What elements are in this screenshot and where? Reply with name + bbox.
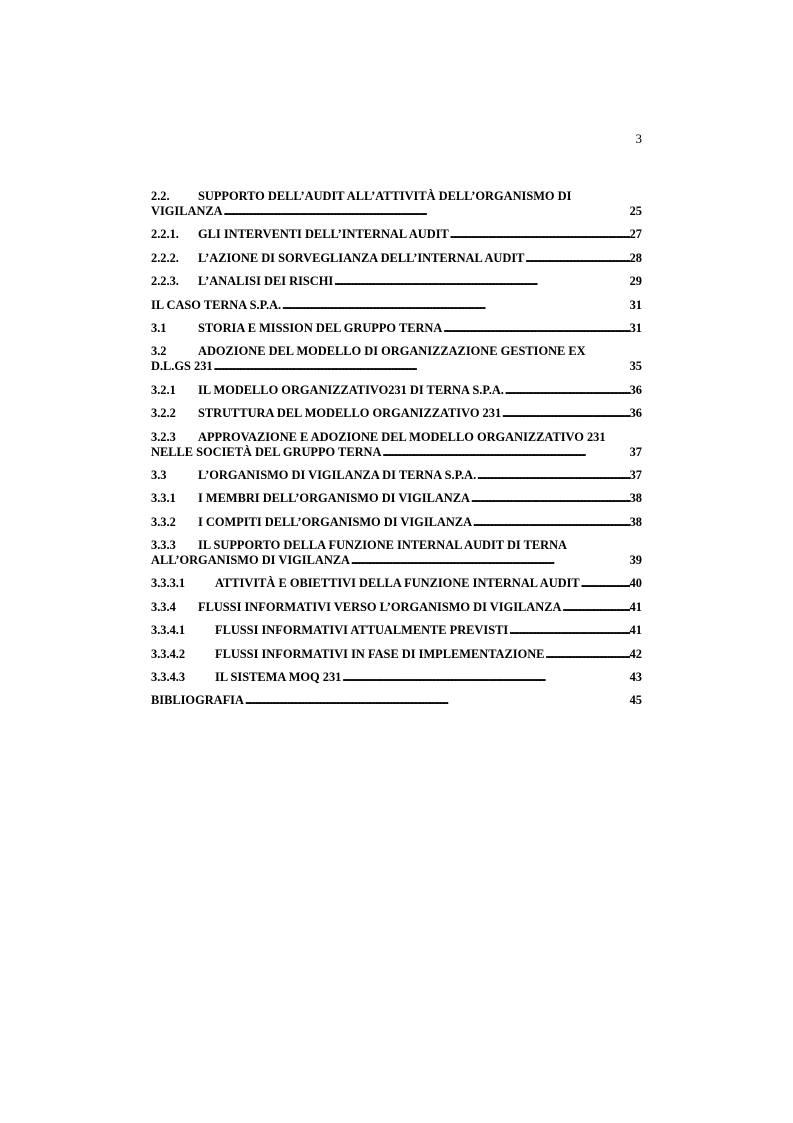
toc-dot-leader [214,359,630,374]
toc-entry-title: L’AZIONE DI SORVEGLIANZA DELL’INTERNAL AUDIT [198,250,525,265]
toc-entry-page: 38 [629,514,642,529]
toc-entry[interactable] [151,515,642,532]
toc-entry-page: 42 [629,646,642,661]
toc-entry-title: ATTIVITÀ E OBIETTIVI DELLA FUNZIONE INTERNAL AUDIT [215,576,580,591]
toc-entry-number: 3.1 [151,320,167,335]
toc-entry-page: 43 [629,670,642,685]
toc-entry-title: STRUTTURA DEL MODELLO ORGANIZZATIVO 231 [198,406,502,421]
toc-entry[interactable] [151,321,642,338]
toc-entry-page: 37 [629,444,642,459]
toc-entry-title: L’ORGANISMO DI VIGILANZA DI TERNA S.P.A. [198,467,477,482]
toc-entry-page: 38 [629,491,642,506]
toc-entry-number: 3.3.3 [151,538,176,553]
toc-entry-title: FLUSSI INFORMATIVI IN FASE DI IMPLEMENTAZIONE [215,646,545,661]
toc-entry-title: IL SUPPORTO DELLA FUNZIONE INTERNAL AUDIT DI TERNA [198,538,567,553]
toc-entry[interactable] [151,491,642,508]
toc-entry-title: SUPPORTO DELL’AUDIT ALL’ATTIVITÀ DELL’ORGANISMO DI [198,189,572,203]
toc-dot-leader [471,491,630,506]
toc-dot-leader [342,670,629,685]
toc-entry[interactable] [151,600,642,617]
toc-entry-number: 3.2.1 [151,382,176,397]
toc-entry[interactable] [151,344,642,376]
toc-entry-page: 41 [629,599,642,614]
toc-entry[interactable] [151,189,642,221]
toc-entry-number: 3.3.4 [151,599,176,614]
toc-dot-leader [545,647,629,662]
toc-dot-leader [473,515,630,530]
toc-dot-leader [224,204,630,219]
toc-dot-leader [505,383,630,398]
toc-entry[interactable] [151,576,642,593]
toc-entry-title: I COMPITI DELL’ORGANISMO DI VIGILANZA [198,514,473,529]
toc-dot-leader [334,274,629,289]
toc-entry-number: 2.2. [151,189,170,203]
toc-entry[interactable] [151,298,642,315]
toc-entry-number: 3.3.4.3 [151,670,186,685]
toc-entry-title: IL CASO TERNA S.P.A. [151,297,282,312]
toc-dot-leader [382,445,629,460]
toc-entry-page: 25 [629,204,642,218]
toc-entry[interactable] [151,647,642,664]
toc-entry[interactable] [151,670,642,687]
toc-entry[interactable] [151,430,642,462]
toc-entry-page: 31 [629,297,642,312]
toc-entry[interactable] [151,383,642,400]
toc-entry[interactable] [151,538,642,570]
toc-entry-title: IL MODELLO ORGANIZZATIVO231 DI TERNA S.P.A. [198,382,504,397]
toc-dot-leader [581,576,630,591]
toc-dot-leader [509,623,629,638]
toc-entry[interactable] [151,468,642,485]
toc-entry-title: I MEMBRI DELL’ORGANISMO DI VIGILANZA [198,491,470,506]
toc-entry-page: 36 [629,406,642,421]
toc-entry-page: 28 [629,250,642,265]
toc-entry-page: 45 [629,693,642,708]
toc-entry-page: 35 [629,359,642,374]
page-number: 3 [635,131,642,146]
toc-dot-leader [450,227,630,242]
toc-entry-title: ADOZIONE DEL MODELLO DI ORGANIZZAZIONE GESTIONE EX [198,344,586,359]
toc-entry-number: 3.2.3 [151,429,176,444]
toc-entry-title: FLUSSI INFORMATIVI VERSO L’ORGANISMO DI VIGILANZA [198,599,562,614]
toc-entry-title: IL SISTEMA MOQ 231 [215,670,342,685]
toc-entry-number: 3.3.1 [151,491,176,506]
toc-entry[interactable] [151,251,642,268]
toc-dot-leader [502,406,629,421]
toc-entry-title: FLUSSI INFORMATIVI ATTUALMENTE PREVISTI [215,623,509,638]
toc-entry-number: 3.3.4.1 [151,623,186,638]
toc-entry-page: 40 [629,576,642,591]
toc-entry-title: ALL’ORGANISMO DI VIGILANZA [151,553,350,568]
toc-entry-title: VIGILANZA [151,204,223,218]
toc-entry[interactable] [151,274,642,291]
toc-entry-page: 27 [629,227,642,242]
toc-entry-page: 37 [629,467,642,482]
toc-entry-title: STORIA E MISSION DEL GRUPPO TERNA [198,320,443,335]
toc-entry-title: APPROVAZIONE E ADOZIONE DEL MODELLO ORGANIZZATIVO 231 [198,429,606,444]
toc-dot-leader [525,251,629,266]
toc-entry[interactable] [151,227,642,244]
toc-entry[interactable] [151,693,642,710]
toc-entry-number: 3.2.2 [151,406,176,421]
toc-dot-leader [443,321,629,336]
toc-dot-leader [562,600,629,615]
toc-entry-page: 39 [629,553,642,568]
toc-entry-page: 29 [629,274,642,289]
toc-entry-page: 31 [629,320,642,335]
toc-entry-number: 3.3.3.1 [151,576,186,591]
table-of-contents [151,189,642,717]
toc-dot-leader [245,693,630,708]
toc-entry-number: 2.2.3. [151,274,179,289]
toc-dot-leader [477,468,629,483]
toc-entry-number: 3.3 [151,467,167,482]
toc-entry-title: D.L.GS 231 [151,359,213,374]
toc-dot-leader [282,298,629,313]
toc-entry-title: NELLE SOCIETÀ DEL GRUPPO TERNA [151,444,382,459]
toc-entry-number: 3.3.2 [151,514,176,529]
toc-entry-number: 2.2.2. [151,250,179,265]
toc-entry-title: GLI INTERVENTI DELL’INTERNAL AUDIT [198,227,449,242]
toc-entry-page: 41 [629,623,642,638]
toc-entry-number: 3.3.4.2 [151,646,186,661]
toc-entry[interactable] [151,623,642,640]
toc-entry-number: 2.2.1. [151,227,179,242]
toc-entry-title: L’ANALISI DEI RISCHI [198,274,334,289]
toc-entry[interactable] [151,406,642,423]
toc-entry-title: BIBLIOGRAFIA [151,693,244,708]
toc-entry-page: 36 [629,382,642,397]
toc-entry-number: 3.2 [151,344,167,359]
toc-dot-leader [351,553,630,568]
